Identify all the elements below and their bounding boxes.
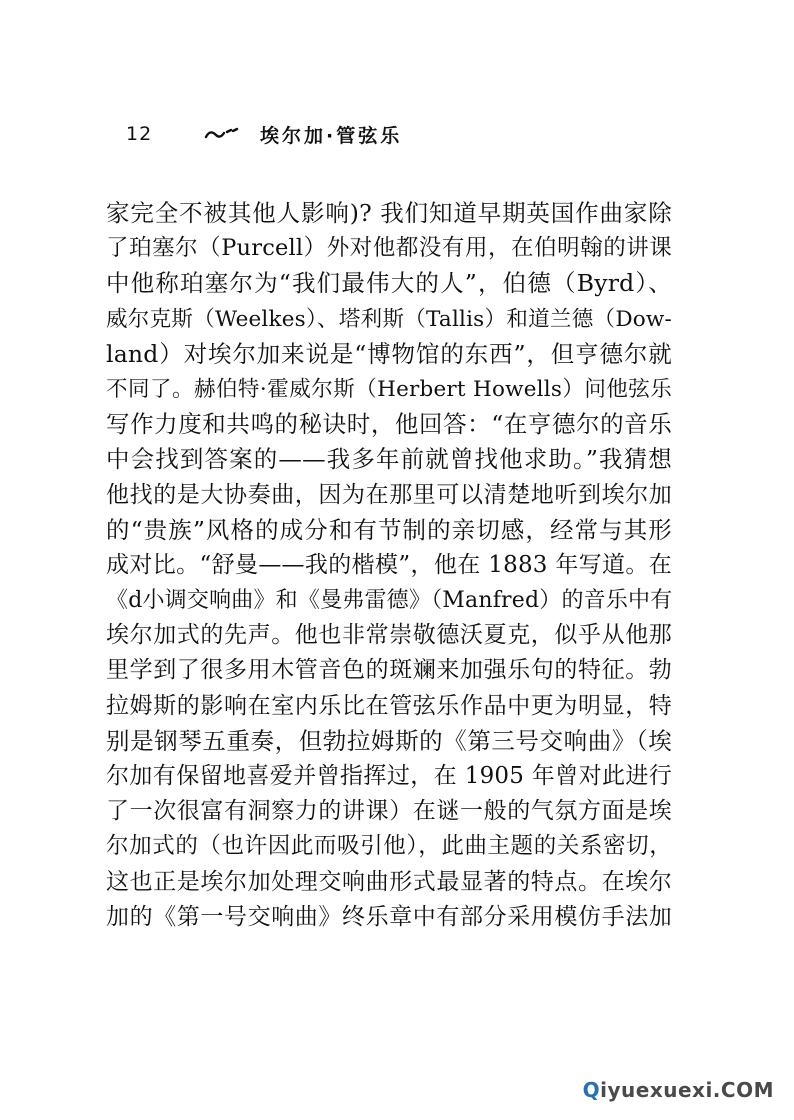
text-line: 不同了。赫伯特·霍威尔斯（Herbert Howells）问他弦乐: [106, 376, 672, 402]
running-title: 埃尔加·管弦乐: [260, 124, 403, 147]
text-line: land）对埃尔加来说是“博物馆的东西”，但亨德尔就: [106, 339, 672, 368]
text-line: 别是钢琴五重奏，但勃拉姆斯的《第三号交响曲》（埃: [106, 726, 672, 755]
text-line: 加的《第一号交响曲》终乐章中有部分采用模仿手法加: [106, 903, 672, 930]
text-line: 家完全不被其他人影响)? 我们知道早期英国作曲家除: [106, 199, 672, 227]
text-line: 尔加有保留地喜爱并曾指挥过，在 1905 年曾对此进行: [106, 763, 672, 789]
text-line: 了一次很富有洞察力的讲课）在谜一般的气氛方面是埃: [106, 798, 672, 825]
text-line: 威尔克斯（Weelkes）、塔利斯（Tallis）和道兰德（Dow-: [106, 306, 672, 332]
text-line: 这也正是埃尔加处理交响曲形式最显著的特点。在埃尔: [106, 868, 672, 895]
text-line: 的“贵族”风格的成分和有节制的亲切感，经常与其形: [106, 515, 672, 544]
text-line: 拉姆斯的影响在室内乐比在管弦乐作品中更为明显，特: [106, 692, 672, 719]
text-line: 里学到了很多用木管音色的斑斓来加强乐句的特征。勃: [106, 657, 672, 684]
text-line: 他找的是大协奏曲，因为在那里可以清楚地听到埃尔加: [106, 481, 672, 508]
watermark-first-letter: Q: [582, 1078, 601, 1102]
text-line: 写作力度和共鸣的秘诀时，他回答：“在亨德尔的音乐: [106, 410, 672, 439]
site-watermark: [583, 1078, 774, 1102]
text-line: 尔加式的（也许因此而吸引他），此曲主题的关系密切，: [106, 833, 672, 860]
text-line: 中他称珀塞尔为“我们最伟大的人”，伯德（Byrd）、: [106, 269, 672, 298]
ornament-icon: [200, 124, 252, 144]
body-text: [106, 196, 672, 935]
text-line: 《d小调交响曲》和《曼弗雷德》（Manfred）的音乐中有: [106, 588, 673, 614]
text-line: 成对比。“舒曼——我的楷模”，他在 1883 年写道。在: [106, 551, 672, 578]
text-line: 埃尔加式的先声。他也非常崇敬德沃夏克，似乎从他那: [106, 622, 672, 649]
text-line: 中会找到答案的——我多年前就曾找他求助。”我猜想: [106, 445, 672, 474]
page-header: [126, 118, 402, 150]
watermark-rest: iyuexuexi.COM: [600, 1078, 774, 1102]
text-line: 了珀塞尔（Purcell）外对他都没有用，在伯明翰的讲课: [106, 235, 672, 262]
page-number: 12: [126, 123, 153, 145]
